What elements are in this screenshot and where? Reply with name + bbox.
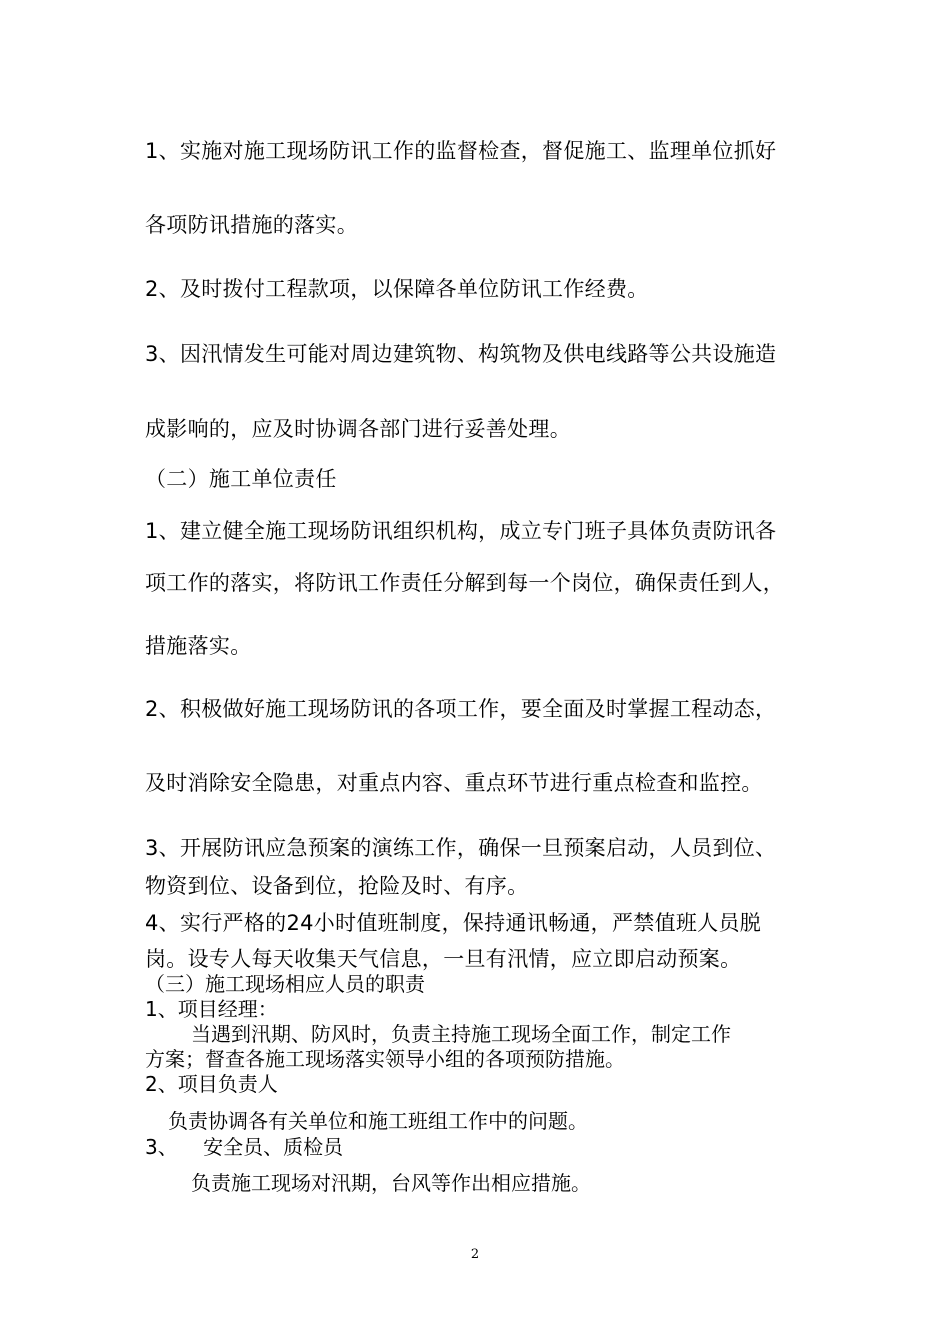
- paragraph-line: 负责施工现场对汛期，台风等作出相应措施。: [191, 1171, 591, 1195]
- paragraph-line: 成影响的，应及时协调各部门进行妥善处理。: [145, 417, 571, 441]
- paragraph-line: 4、实行严格的24小时值班制度，保持通讯畅通，严禁值班人员脱: [145, 911, 762, 935]
- paragraph-line: 项工作的落实，将防讯工作责任分解到每一个岗位，确保责任到人，: [145, 571, 784, 595]
- paragraph-line: 当遇到汛期、防风时，负责主持施工现场全面工作，制定工作: [191, 1022, 731, 1046]
- paragraph-line: 3、因汛情发生可能对周边建筑物、构筑物及供电线路等公共设施造: [145, 342, 777, 366]
- section-heading: （三）施工现场相应人员的职责: [145, 972, 425, 996]
- paragraph-line: 各项防讯措施的落实。: [145, 213, 358, 237]
- paragraph-line: 2、及时拨付工程款项，以保障各单位防讯工作经费。: [145, 277, 649, 301]
- subsection-heading: 2、项目负责人: [145, 1072, 278, 1096]
- paragraph-line: 1、建立健全施工现场防讯组织机构，成立专门班子具体负责防讯各: [145, 519, 777, 543]
- paragraph-line: 方案；督查各施工现场落实领导小组的各项预防措施。: [145, 1047, 625, 1071]
- subsection-heading: 1、项目经理：: [145, 997, 278, 1021]
- paragraph-line: 1、实施对施工现场防讯工作的监督检查，督促施工、监理单位抓好: [145, 139, 777, 163]
- paragraph-line: 负责协调各有关单位和施工班组工作中的问题。: [168, 1109, 588, 1133]
- page-number: 2: [470, 1247, 480, 1262]
- paragraph-line: 3、开展防讯应急预案的演练工作，确保一旦预案启动，人员到位、: [145, 836, 777, 860]
- paragraph-line: 及时消除安全隐患，对重点内容、重点环节进行重点检查和监控。: [145, 771, 763, 795]
- paragraph-line: 措施落实。: [145, 634, 252, 658]
- paragraph-line: 物资到位、设备到位，抢险及时、有序。: [145, 874, 529, 898]
- paragraph-line: 岗。设专人每天收集天气信息，一旦有汛情，应立即启动预案。: [145, 947, 742, 971]
- section-heading: （二）施工单位责任: [145, 467, 337, 491]
- subsection-heading: 3、 安全员、质检员: [145, 1135, 344, 1159]
- paragraph-line: 2、积极做好施工现场防讯的各项工作，要全面及时掌握工程动态，: [145, 697, 777, 721]
